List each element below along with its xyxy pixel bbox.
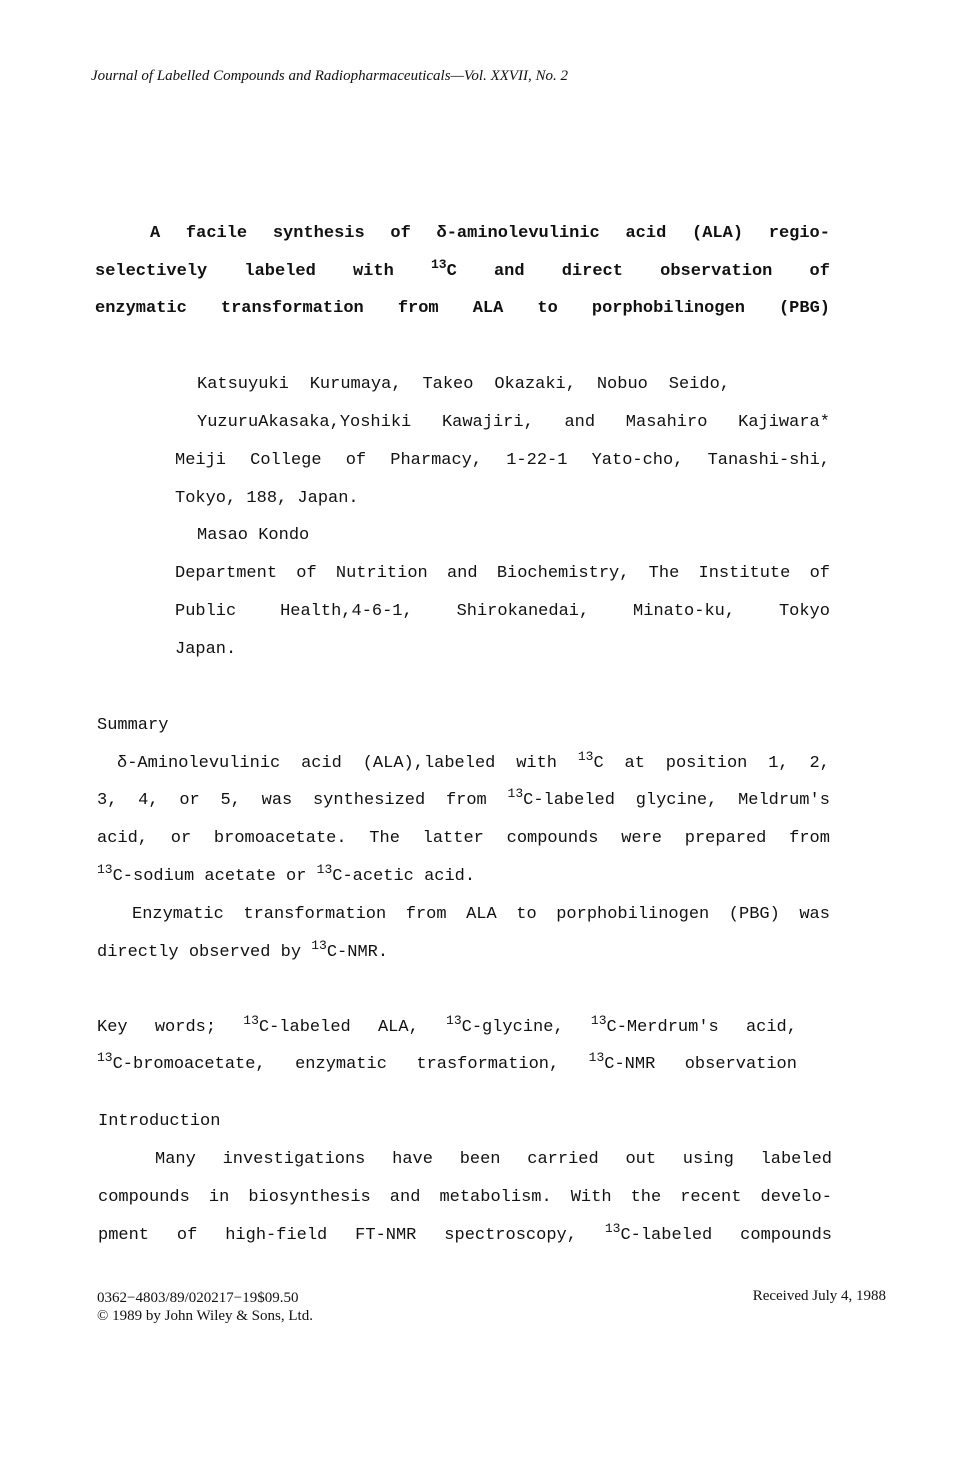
author-word: Seido, (668, 375, 730, 394)
summary-word: acid, (97, 829, 149, 848)
summary-word: with (516, 754, 558, 773)
summary-word: from (789, 829, 830, 848)
summary-word: from (405, 905, 447, 924)
title-word: labeled (244, 262, 316, 281)
isotope-superscript: 13 (588, 1050, 605, 1065)
affiliation-word: 1-22-1 (506, 451, 568, 470)
author-word: Kawajiri, (441, 413, 534, 432)
title-word (430, 257, 457, 281)
authors-line-2 (197, 413, 830, 432)
title-word: enzymatic (95, 299, 187, 318)
intro-word: biosynthesis (248, 1188, 371, 1207)
footer-received-date: Received July 4, 1988 (752, 1288, 886, 1304)
intro-word: the (630, 1188, 662, 1207)
intro-word: With (570, 1188, 612, 1207)
isotope-superscript: 13 (316, 862, 333, 877)
title-word: observation (660, 262, 773, 281)
affiliation-word: Pharmacy, (390, 451, 483, 470)
summary-word: 2, (809, 754, 830, 773)
isotope-superscript: 13 (311, 938, 327, 953)
affiliation-word: of (296, 564, 317, 583)
intro-word: and (389, 1188, 421, 1207)
keyword-text: C-bromoacetate, (112, 1055, 266, 1074)
summary-text: directly observed by (97, 943, 312, 962)
authors-line-1 (197, 375, 730, 394)
author-word: Okazaki, (494, 375, 576, 394)
summary-word: at (624, 754, 645, 773)
intro-word: investigations (222, 1150, 366, 1169)
isotope-superscript: 13 (446, 1013, 462, 1028)
summary-word: δ-Aminolevulinic (117, 754, 281, 773)
summary-word: porphobilinogen (556, 905, 710, 924)
summary-word: bromoacetate. (213, 829, 347, 848)
intro-word: carried (527, 1150, 599, 1169)
title-word: (PBG) (778, 299, 830, 318)
summary-line-3 (97, 829, 830, 848)
affiliation-word: Minato-ku, (633, 602, 736, 621)
summary-word: transformation (243, 905, 387, 924)
affiliation-word: Nutrition (335, 564, 428, 583)
title-word: porphobilinogen (591, 299, 745, 318)
intro-word: C-labeled (620, 1226, 713, 1245)
journal-header: Journal of Labelled Compounds and Radiopharmaceuticals—Vol. XXVII, No. 2 (91, 68, 569, 84)
isotope-superscript: 13 (590, 1013, 607, 1028)
affiliation-word: of (809, 564, 830, 583)
title-word: selectively (95, 262, 208, 281)
isotope-superscript: 13 (577, 749, 594, 764)
title-word: δ-aminolevulinic (436, 224, 600, 243)
keyword-text: ALA, (377, 1018, 419, 1037)
summary-word: to (516, 905, 537, 924)
summary-word: glycine, (635, 791, 718, 810)
summary-word: ALA (466, 905, 497, 924)
introduction-heading: Introduction (98, 1112, 221, 1131)
affiliation-word: Department (175, 564, 278, 583)
summary-word: Meldrum's (738, 791, 830, 810)
affiliation-meiji-line-1 (175, 451, 830, 470)
summary-word: was (261, 791, 293, 810)
title-word: of (390, 224, 411, 243)
intro-word: labeled (760, 1150, 832, 1169)
keyword-text (446, 1013, 564, 1037)
affiliation-word: Yato-cho, (591, 451, 684, 470)
summary-line-6 (97, 938, 389, 962)
summary-line-1 (117, 749, 830, 773)
keyword-text: trasformation, (416, 1055, 560, 1074)
summary-word: (ALA),labeled (362, 754, 496, 773)
keyword-text (590, 1013, 719, 1037)
keyword-text: words; (154, 1018, 217, 1037)
affiliation-word: Health,4-6-1, (280, 602, 413, 621)
isotope-superscript: 13 (97, 862, 113, 877)
summary-word: C (593, 754, 604, 773)
author-word: Kurumaya, (309, 375, 402, 394)
title-word: ALA (472, 299, 504, 318)
introduction-line-3 (98, 1221, 832, 1245)
keyword-text: acid, (745, 1018, 797, 1037)
summary-word: or (179, 791, 200, 810)
affiliation-word: College (250, 451, 322, 470)
intro-word: Many (155, 1150, 196, 1169)
isotope-superscript: 13 (243, 1013, 259, 1028)
keyword-text (588, 1050, 656, 1074)
summary-word (577, 749, 604, 773)
summary-text: C-sodium acetate or (112, 867, 317, 886)
affiliation-word: Institute (698, 564, 791, 583)
author-word: Kajiwara* (738, 413, 830, 432)
introduction-line-2 (98, 1188, 832, 1207)
summary-word: The (369, 829, 400, 848)
intro-word: high-field (225, 1226, 328, 1245)
affiliation-word: Tanashi-shi, (707, 451, 830, 470)
summary-word: position (665, 754, 748, 773)
keyword-text: C-glycine, (461, 1018, 564, 1037)
summary-word: Enzymatic (132, 905, 224, 924)
title-word: from (397, 299, 439, 318)
intro-word: of (176, 1226, 198, 1245)
title-word: transformation (220, 299, 364, 318)
keyword-text (97, 1050, 266, 1074)
title-word: with (352, 262, 394, 281)
affiliation-word: Meiji (175, 451, 227, 470)
summary-word: 1, (768, 754, 789, 773)
intro-word: develo- (760, 1188, 832, 1207)
summary-word: synthesized (312, 791, 426, 810)
summary-line-5 (132, 905, 830, 924)
summary-word: was (799, 905, 830, 924)
author-word: and (564, 413, 596, 432)
summary-word: latter (422, 829, 484, 848)
title-word: acid (625, 224, 667, 243)
intro-word: in (208, 1188, 230, 1207)
summary-text: C-NMR. (326, 943, 389, 962)
affiliation-nih-line-3: Japan. (175, 640, 237, 659)
keyword-text (243, 1013, 351, 1037)
keyword-text: Key (97, 1018, 128, 1037)
summary-heading: Summary (97, 716, 169, 735)
affiliation-word: Biochemistry, (496, 564, 630, 583)
title-word: of (809, 262, 830, 281)
affiliation-meiji-line-2: Tokyo, 188, Japan. (175, 489, 359, 508)
affiliation-word: and (446, 564, 478, 583)
summary-word: prepared (684, 829, 767, 848)
keyword-text: C-labeled (258, 1018, 351, 1037)
affiliation-word: The (648, 564, 680, 583)
isotope-superscript: 13 (604, 1221, 621, 1236)
title-line-3 (95, 299, 830, 318)
intro-word: compounds (98, 1188, 190, 1207)
intro-word: metabolism. (439, 1188, 552, 1207)
affiliation-word: Public (175, 602, 237, 621)
keywords-line-1 (97, 1013, 797, 1037)
keyword-text: C-NMR (604, 1055, 656, 1074)
summary-word (507, 786, 615, 810)
isotope-superscript: 13 (97, 1050, 113, 1065)
title-word: facile (185, 224, 248, 243)
affiliation-word: of (345, 451, 367, 470)
footer-publication-code: 0362−4803/89/020217−19$09.50 (97, 1290, 299, 1306)
keyword-text: enzymatic (295, 1055, 387, 1074)
title-word: and (493, 262, 525, 281)
author-word: YuzuruAkasaka,Yoshiki (197, 413, 412, 432)
intro-word (604, 1221, 713, 1245)
summary-word: acid (301, 754, 342, 773)
introduction-line-1 (155, 1150, 832, 1169)
summary-word: 5, (220, 791, 241, 810)
summary-word: (PBG) (728, 905, 780, 924)
title-word: direct (561, 262, 623, 281)
author-word: Katsuyuki (197, 375, 289, 394)
intro-word: out (625, 1150, 657, 1169)
intro-word: using (682, 1150, 734, 1169)
authors-line-3: Masao Kondo (197, 526, 310, 545)
summary-word: were (621, 829, 663, 848)
author-word: Nobuo (596, 375, 648, 394)
summary-line-4 (97, 862, 476, 886)
summary-word: C-labeled (523, 791, 615, 810)
title-word: regio- (768, 224, 830, 243)
title-word: A (150, 224, 161, 243)
summary-line-2 (97, 786, 830, 810)
title-line-2 (95, 257, 830, 281)
summary-word: 4, (138, 791, 159, 810)
summary-word: compounds (506, 829, 599, 848)
affiliation-nih-line-1 (175, 564, 830, 583)
footer-copyright: © 1989 by John Wiley & Sons, Ltd. (97, 1308, 313, 1324)
title-word: (ALA) (692, 224, 744, 243)
keyword-text: C-Merdrum's (606, 1018, 719, 1037)
title-word: C (446, 262, 457, 281)
author-word: Masahiro (625, 413, 708, 432)
keyword-text: observation (684, 1055, 797, 1074)
keywords-line-2 (97, 1050, 797, 1074)
title-word: synthesis (272, 224, 365, 243)
intro-word: compounds (740, 1226, 832, 1245)
author-word: Takeo (422, 375, 474, 394)
title-line-1 (150, 224, 830, 243)
intro-word: spectroscopy, (444, 1226, 577, 1245)
affiliation-word: Tokyo (778, 602, 830, 621)
summary-word: or (170, 829, 192, 848)
summary-word: from (445, 791, 487, 810)
summary-word: 3, (97, 791, 118, 810)
isotope-superscript: 13 (430, 257, 447, 272)
intro-word: recent (680, 1188, 742, 1207)
affiliation-nih-line-2 (175, 602, 830, 621)
intro-word: FT-NMR (355, 1226, 417, 1245)
intro-word: been (459, 1150, 501, 1169)
affiliation-word: Shirokanedai, (456, 602, 590, 621)
intro-word: pment (98, 1226, 150, 1245)
summary-text: C-acetic acid. (332, 867, 476, 886)
isotope-superscript: 13 (507, 786, 524, 801)
intro-word: have (392, 1150, 433, 1169)
title-word: to (537, 299, 558, 318)
